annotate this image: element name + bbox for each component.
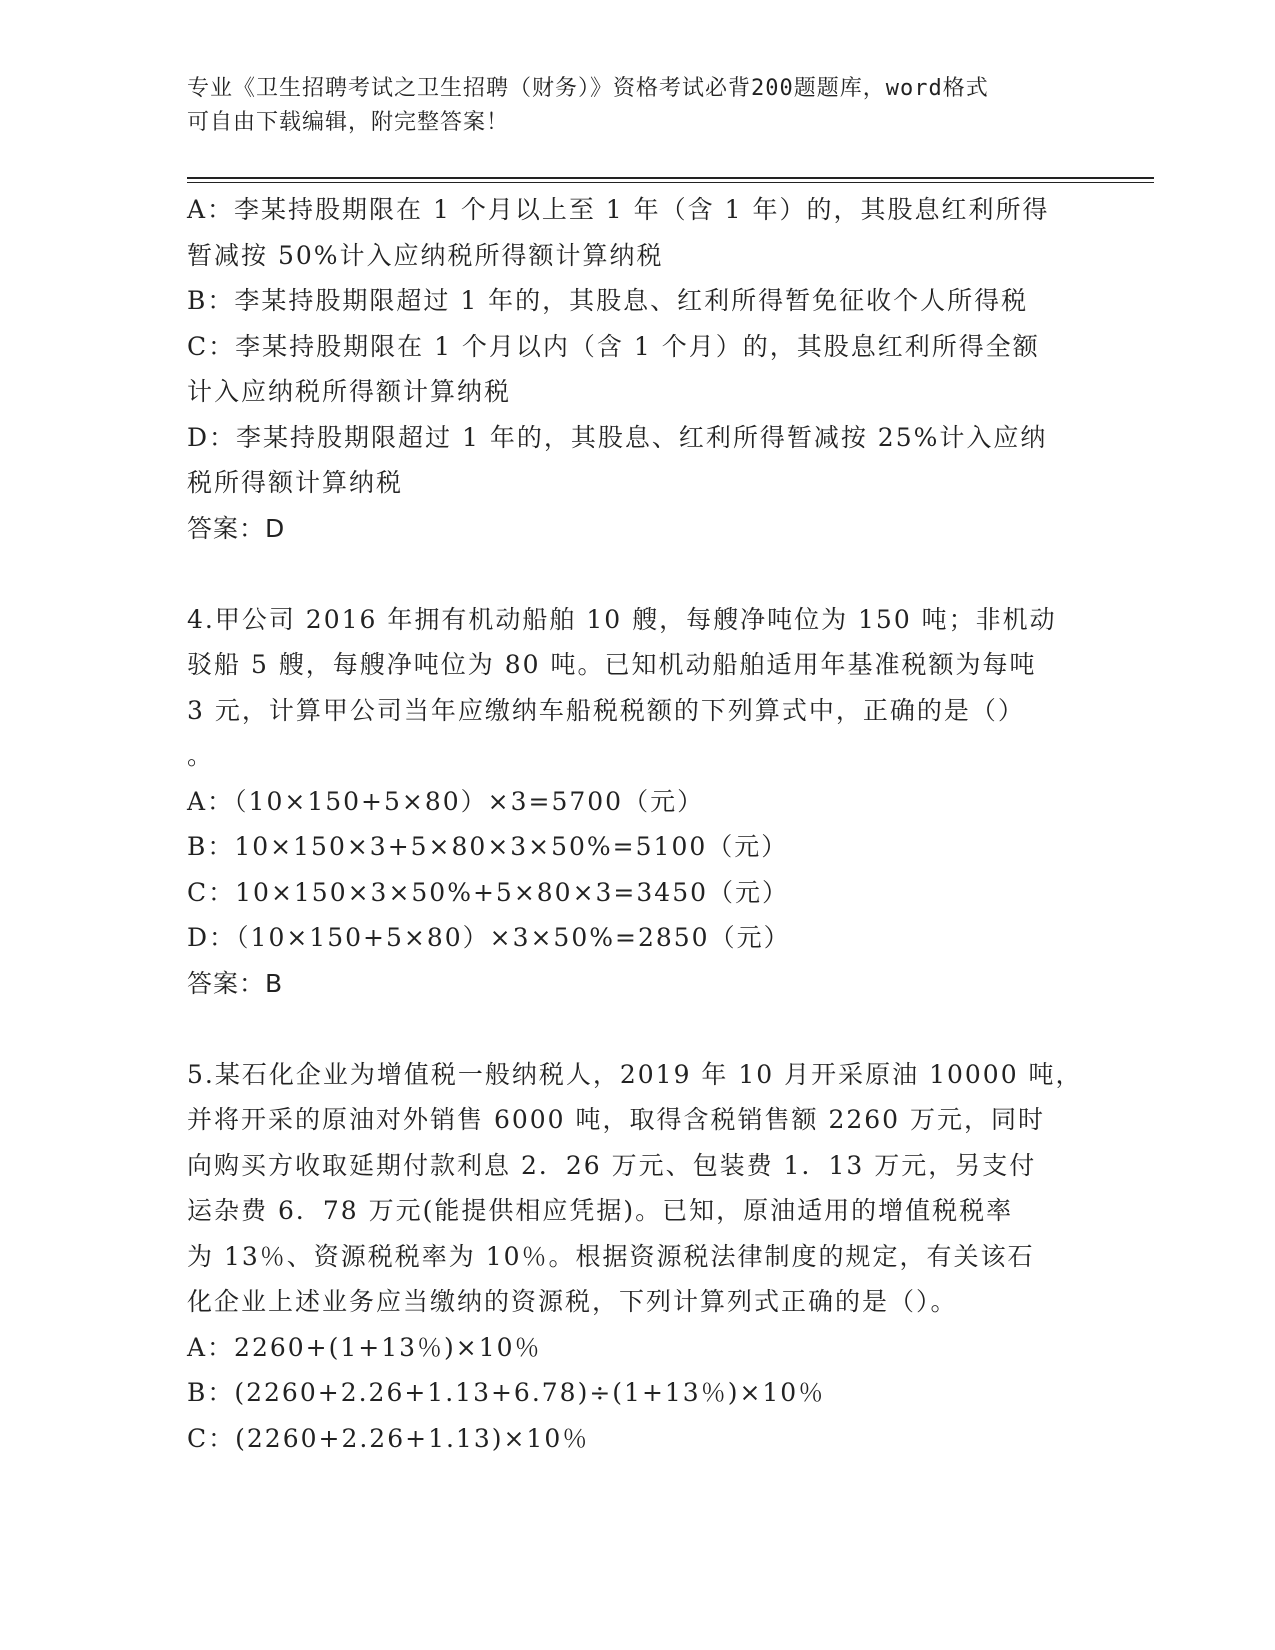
spacer: [187, 1006, 1087, 1052]
q5-option-c: C：(2260+2.26+1.13)×10％: [187, 1423, 590, 1453]
header-divider-thick: [187, 177, 1154, 179]
q3-option-a-line1: A：李某持股期限在 1 个月以上至 1 年（含 1 年）的，其股息红利所得: [187, 195, 1050, 224]
q4-stem-line3: 3 元，计算甲公司当年应缴纳车船税税额的下列算式中，正确的是（）: [187, 695, 1025, 725]
q3-option-c-line1: C：李某持股期限在 1 个月以内（含 1 个月）的，其股息红利所得全额: [187, 331, 1040, 361]
question-4: [187, 597, 1087, 1007]
q5-stem-line4: 运杂费 6．78 万元(能提供相应凭据)。已知，原油适用的增值税税率: [187, 1196, 1014, 1225]
spacer: [187, 551, 1087, 597]
header-title-line2: 可自由下载编辑，附完整答案！: [187, 110, 510, 135]
header-title-line1: 专业《卫生招聘考试之卫生招聘（财务）》资格考试必背200题题库，word格式: [187, 76, 989, 101]
q3-option-a-line2: 暂减按 50%计入应纳税所得额计算纳税: [187, 240, 664, 270]
question-3: [187, 187, 1087, 551]
q3-option-b: B：李某持股期限超过 1 年的，其股息、红利所得暂免征收个人所得税: [187, 286, 1029, 315]
q5-stem-line2: 并将开采的原油对外销售 6000 吨，取得含税销售额 2260 万元，同时: [187, 1105, 1046, 1134]
q5-option-a: A：2260+(1+13％)×10％: [187, 1332, 542, 1362]
q4-answer: 答案：B: [187, 968, 284, 998]
q4-option-a: A：（10×150+5×80）×3=5700（元）: [187, 786, 705, 816]
q5-option-b: B：(2260+2.26+1.13+6.78)÷(1+13％)×10％: [187, 1378, 826, 1407]
q4-option-d: D：（10×150+5×80）×3×50%=2850（元）: [187, 923, 791, 952]
q5-stem-line1: 5.某石化企业为增值税一般纳税人，2019 年 10 月开采原油 10000 吨，: [187, 1059, 1083, 1089]
q4-option-c: C：10×150×3×50%+5×80×3=3450（元）: [187, 877, 790, 907]
document-header: [187, 72, 1067, 140]
q5-stem-line5: 为 13％、资源税税率为 10％。根据资源税法律制度的规定，有关该石: [187, 1241, 1035, 1271]
q3-option-c-line2: 计入应纳税所得额计算纳税: [187, 377, 512, 406]
header-divider-thin: [187, 182, 1154, 183]
q3-option-d-line1: D：李某持股期限超过 1 年的，其股息、红利所得暂减按 25%计入应纳: [187, 422, 1048, 452]
q4-option-b: B：10×150×3+5×80×3×50%=5100（元）: [187, 832, 789, 861]
q4-stem-line1: 4.甲公司 2016 年拥有机动船舶 10 艘，每艘净吨位为 150 吨；非机动: [187, 604, 1057, 634]
document-content: [187, 187, 1087, 1461]
q3-option-d-line2: 税所得额计算纳税: [187, 468, 404, 497]
question-5: [187, 1052, 1087, 1462]
q3-answer: 答案：D: [187, 513, 286, 543]
q4-stem-line2: 驳船 5 艘，每艘净吨位为 80 吨。已知机动船舶适用年基准税额为每吨: [187, 650, 1037, 679]
q4-stem-line4: 。: [187, 741, 215, 770]
q5-stem-line3: 向购买方收取延期付款利息 2．26 万元、包装费 1．13 万元，另支付: [187, 1150, 1037, 1180]
q5-stem-line6: 化企业上述业务应当缴纳的资源税，下列计算列式正确的是（）。: [187, 1287, 958, 1316]
